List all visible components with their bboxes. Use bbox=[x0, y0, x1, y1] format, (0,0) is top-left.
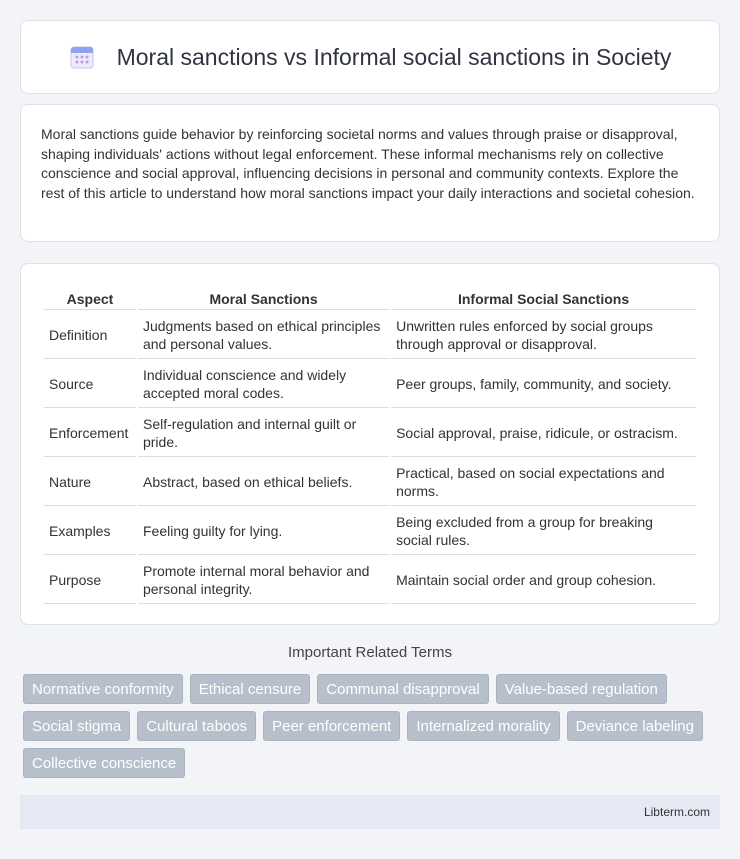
cell-moral: Judgments based on ethical principles and personal values. bbox=[138, 312, 389, 359]
related-terms-section bbox=[20, 644, 720, 778]
table-row bbox=[44, 508, 696, 555]
table-row bbox=[44, 459, 696, 506]
intro-card bbox=[20, 104, 720, 242]
cell-aspect: Examples bbox=[44, 508, 136, 555]
header-informal-social-sanctions: Informal Social Sanctions bbox=[391, 288, 696, 310]
cell-aspect: Purpose bbox=[44, 557, 136, 604]
table-header-row bbox=[44, 288, 696, 310]
table-row bbox=[44, 410, 696, 457]
cell-aspect: Nature bbox=[44, 459, 136, 506]
cell-moral: Abstract, based on ethical beliefs. bbox=[138, 459, 389, 506]
tag-deviance-labeling[interactable]: Deviance labeling bbox=[567, 711, 703, 741]
intro-paragraph: Moral sanctions guide behavior by reinforcing societal norms and values through praise or disapproval, shaping individuals' actions without legal enforcement. These informal mechanisms rely on collective conscience and social approval, influencing decisions in personal and community contexts. Explore the rest of this article to understand how moral sanctions impact your daily interactions and societal cohesion. bbox=[41, 126, 695, 201]
header-aspect: Aspect bbox=[44, 288, 136, 310]
tag-social-stigma[interactable]: Social stigma bbox=[23, 711, 130, 741]
related-terms-tags bbox=[20, 674, 720, 778]
tag-value-based-regulation[interactable]: Value-based regulation bbox=[496, 674, 667, 704]
table-row bbox=[44, 361, 696, 408]
calendar-icon bbox=[69, 44, 95, 70]
cell-informal: Maintain social order and group cohesion. bbox=[391, 557, 696, 604]
footer-site-link[interactable]: Libterm.com bbox=[643, 805, 710, 819]
cell-moral: Feeling guilty for lying. bbox=[138, 508, 389, 555]
tag-peer-enforcement[interactable]: Peer enforcement bbox=[263, 711, 400, 741]
table-row bbox=[44, 312, 696, 359]
related-terms-title: Important Related Terms bbox=[288, 644, 452, 661]
tag-normative-conformity[interactable]: Normative conformity bbox=[23, 674, 183, 704]
cell-aspect: Enforcement bbox=[44, 410, 136, 457]
cell-informal: Social approval, praise, ridicule, or ostracism. bbox=[391, 410, 696, 457]
tag-communal-disapproval[interactable]: Communal disapproval bbox=[317, 674, 488, 704]
cell-informal: Unwritten rules enforced by social groups through approval or disapproval. bbox=[391, 312, 696, 359]
cell-moral: Individual conscience and widely accepted moral codes. bbox=[138, 361, 389, 408]
cell-moral: Self-regulation and internal guilt or pride. bbox=[138, 410, 389, 457]
comparison-table-card bbox=[20, 263, 720, 625]
cell-informal: Peer groups, family, community, and society. bbox=[391, 361, 696, 408]
tag-ethical-censure[interactable]: Ethical censure bbox=[190, 674, 311, 704]
tag-cultural-taboos[interactable]: Cultural taboos bbox=[137, 711, 256, 741]
cell-informal: Being excluded from a group for breaking social rules. bbox=[391, 508, 696, 555]
cell-aspect: Source bbox=[44, 361, 136, 408]
footer bbox=[20, 795, 720, 829]
tag-internalized-morality[interactable]: Internalized morality bbox=[407, 711, 559, 741]
header-card bbox=[20, 20, 720, 94]
cell-moral: Promote internal moral behavior and personal integrity. bbox=[138, 557, 389, 604]
cell-informal: Practical, based on social expectations and norms. bbox=[391, 459, 696, 506]
comparison-table bbox=[42, 286, 698, 606]
header-moral-sanctions: Moral Sanctions bbox=[138, 288, 389, 310]
cell-aspect: Definition bbox=[44, 312, 136, 359]
page-title: Moral sanctions vs Informal social sanctions in Society bbox=[116, 43, 672, 70]
table-row bbox=[44, 557, 696, 604]
tag-collective-conscience[interactable]: Collective conscience bbox=[23, 748, 185, 778]
